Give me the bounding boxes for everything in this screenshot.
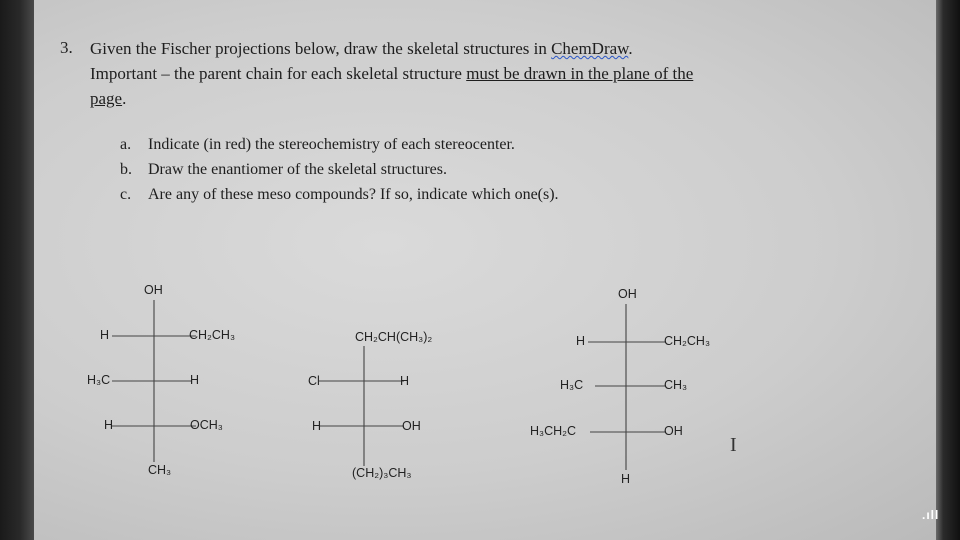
f3-row3-right: OH	[664, 424, 683, 438]
subitem-a-label: a.	[120, 136, 132, 153]
f3-row2-left: H₃C	[560, 378, 584, 392]
text-cursor-icon: I	[730, 434, 737, 456]
question-line-1-suffix: .	[628, 39, 633, 58]
subitem-c-text: Are any of these meso compounds? If so, indicate which one(s).	[148, 186, 559, 203]
f2-row1-right: H	[400, 374, 410, 388]
f3-top-group: OH	[618, 287, 637, 301]
f1-row3-left: H	[104, 418, 114, 432]
question-line-3-suffix: .	[122, 89, 127, 108]
question-number: 3.	[60, 38, 73, 57]
chemdraw-link[interactable]: ChemDraw	[551, 39, 629, 58]
f1-row1-right: CH₂CH₃	[189, 328, 236, 342]
f1-bottom-group: CH₃	[148, 463, 172, 477]
f3-row2-right: CH₃	[664, 378, 688, 392]
f3-bottom-group: H	[621, 472, 631, 486]
f1-top-group: OH	[144, 283, 163, 297]
f1-row2-right: H	[190, 373, 200, 387]
f1-row3-right: OCH₃	[190, 418, 223, 432]
f1-row1-left: H	[100, 328, 110, 342]
question-line-3-underlined: page	[90, 89, 123, 108]
f2-row2-right: OH	[402, 419, 421, 433]
f2-row2-left: H	[312, 419, 322, 433]
f2-bottom-group: (CH₂)₃CH₃	[352, 466, 412, 480]
question-line-2-underlined: must be drawn in the plane of the	[466, 64, 694, 83]
f3-row1-right: CH₂CH₃	[664, 334, 711, 348]
subitem-c-label: c.	[120, 186, 132, 203]
f2-top-group: CH₂CH(CH₃)₂	[355, 330, 433, 344]
subitem-b-text: Draw the enantiomer of the skeletal structures.	[148, 161, 447, 178]
subitem-a-text: Indicate (in red) the stereochemistry of each stereocenter.	[148, 136, 515, 153]
subitem-b-label: b.	[120, 161, 132, 178]
f3-row1-left: H	[576, 334, 586, 348]
question-line-2-text: Important – the parent chain for each skeletal structure	[90, 64, 467, 83]
question-line-1-text: Given the Fischer projections below, draw the skeletal structures in	[90, 39, 552, 58]
signal-strength-icon: .ıll	[922, 508, 940, 522]
f2-row1-left: Cl	[308, 374, 320, 388]
f3-row3-left: H₃CH₂C	[530, 424, 577, 438]
f1-row2-left: H₃C	[87, 373, 111, 387]
